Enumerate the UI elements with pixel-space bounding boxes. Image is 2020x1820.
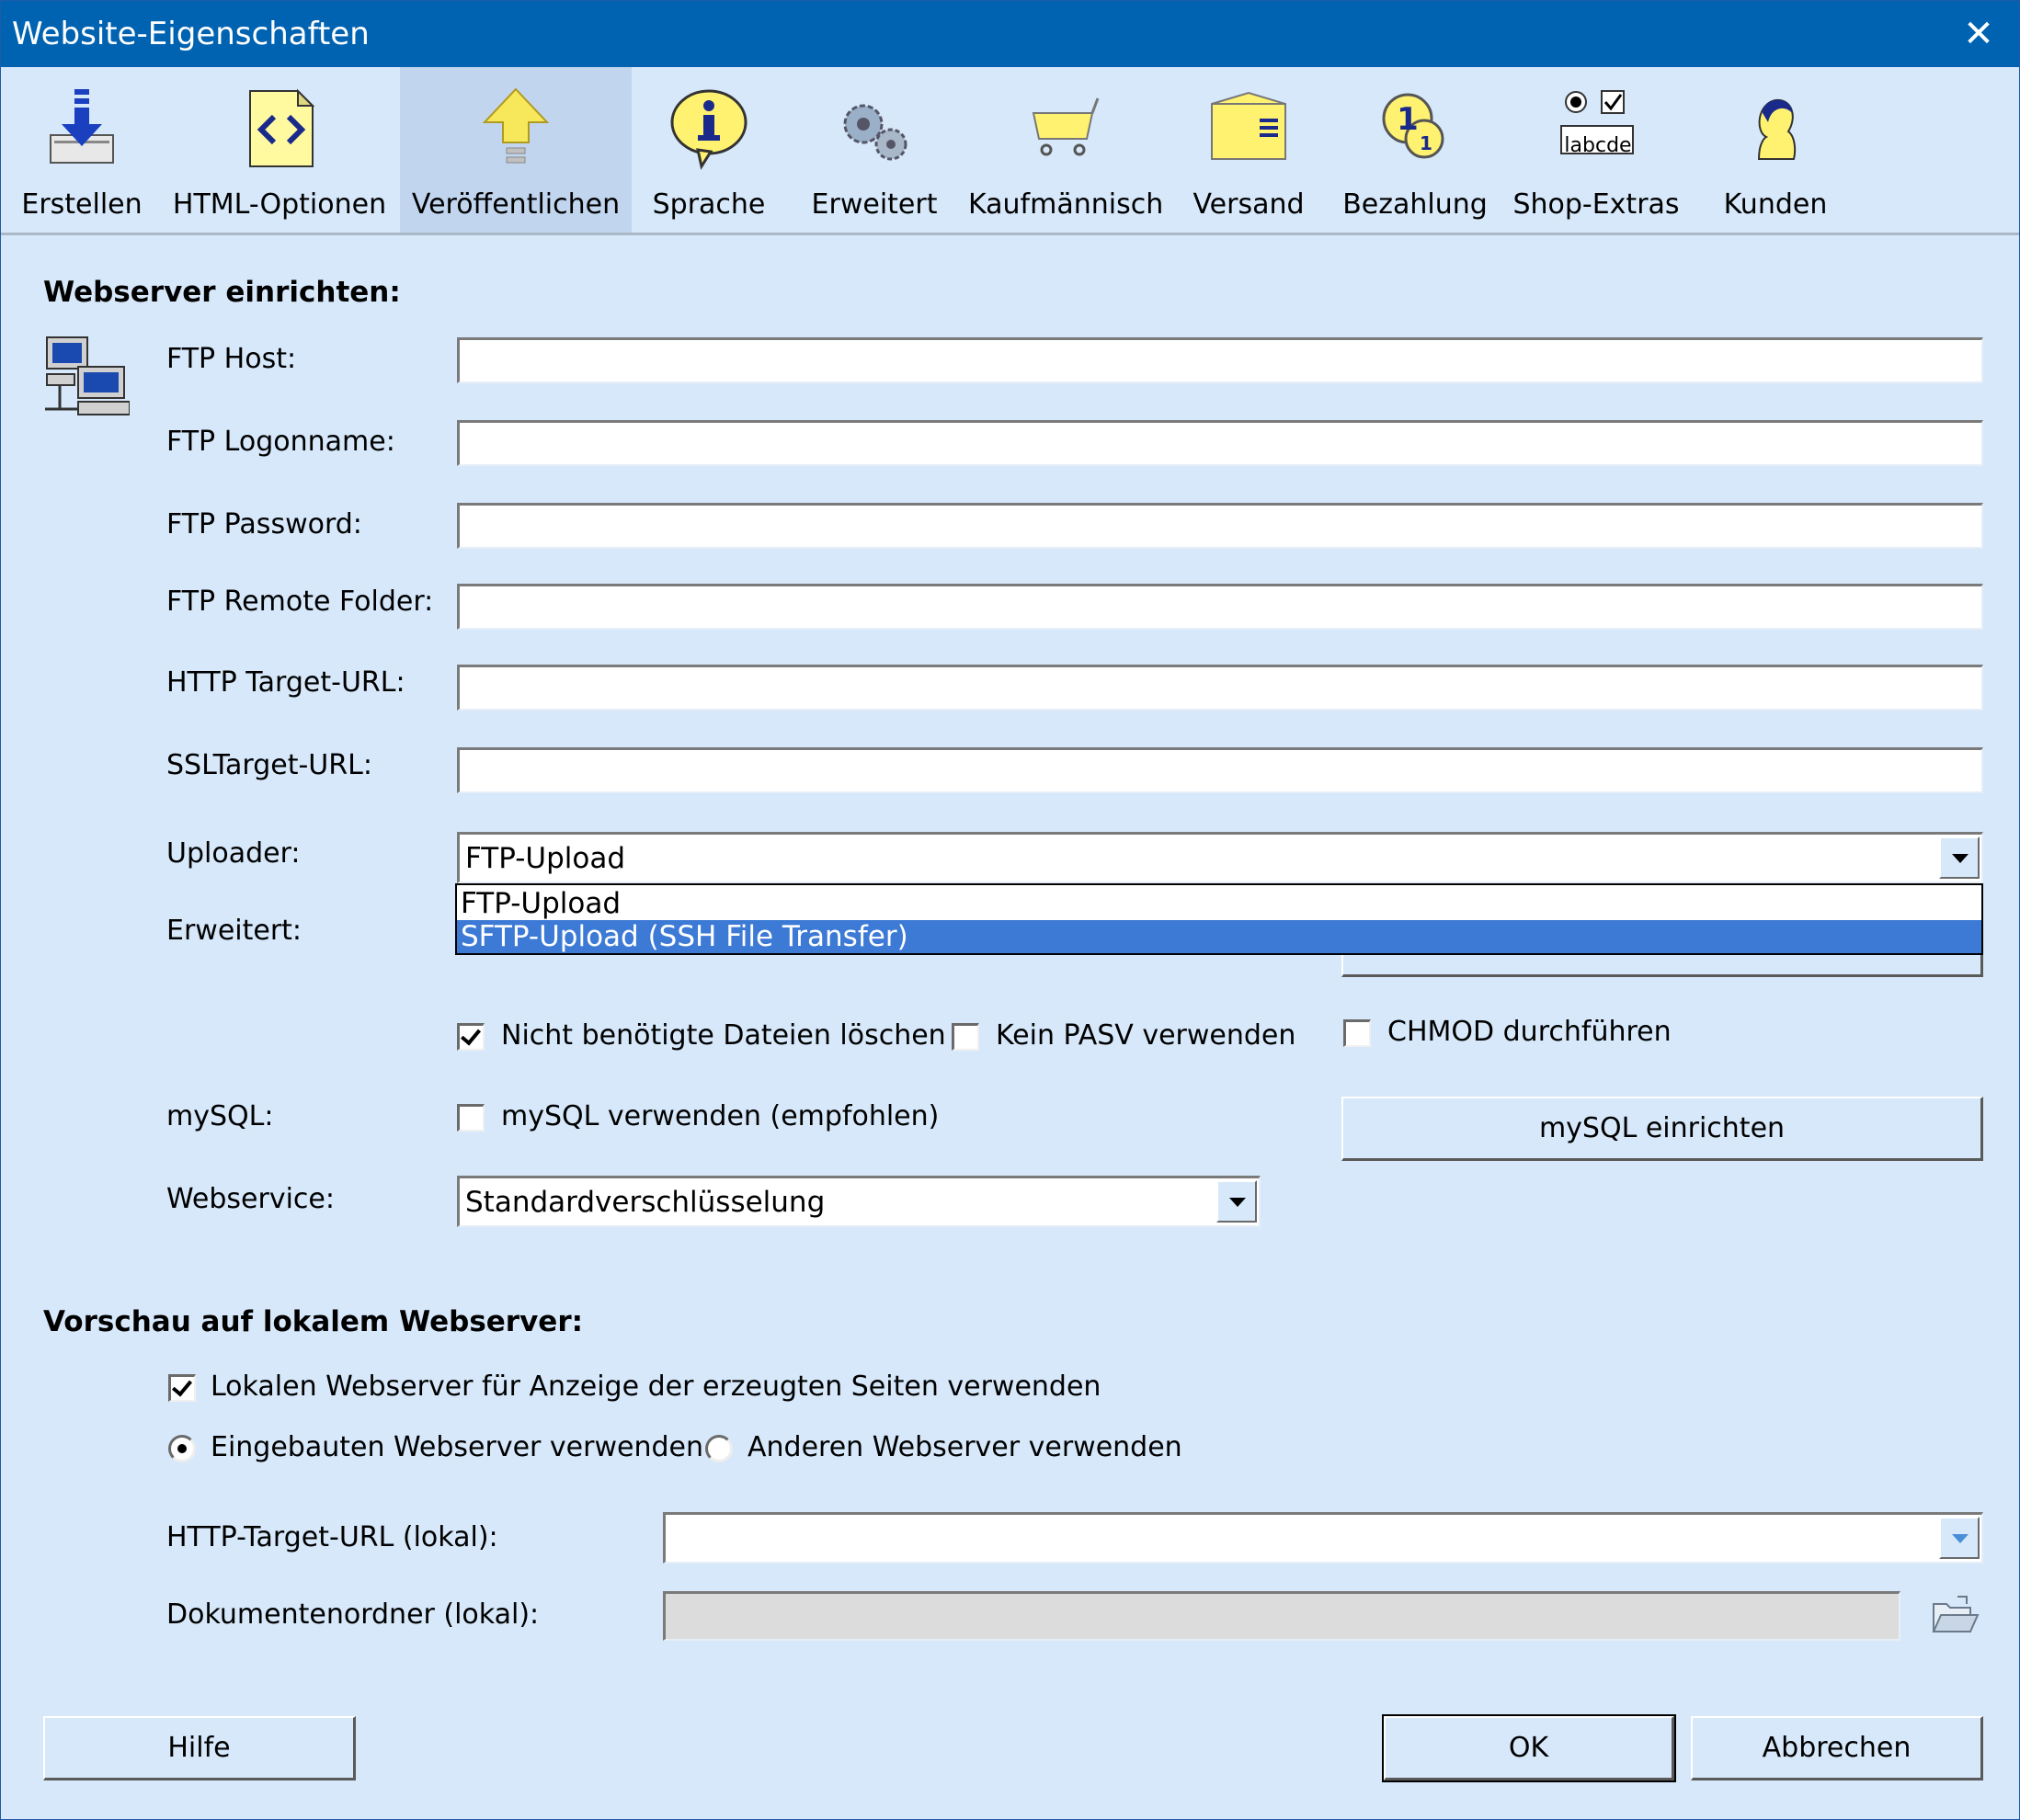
ftp-host-input[interactable] [457,337,1983,383]
ftp-remote-folder-label: FTP Remote Folder: [166,586,434,618]
download-arrow-icon [38,85,126,174]
mysql-label: mySQL: [166,1100,274,1132]
category-toolbar [1,67,2020,235]
tab-label: Veröffentlichen [411,188,621,221]
chevron-down-icon[interactable] [1939,836,1980,879]
use-local-webserver-label: Lokalen Webserver für Anzeige der erzeugten Seiten verwenden [211,1371,1101,1403]
tab-label: HTML-Optionen [172,188,387,221]
help-button[interactable] [43,1716,356,1780]
ftp-remote-folder-input[interactable] [457,584,1983,630]
chmod-checkbox[interactable] [1343,1019,1371,1047]
close-icon[interactable]: ✕ [1963,13,1994,55]
coins-icon [1371,85,1459,174]
tab-erweitert[interactable] [801,67,948,233]
http-target-url-label: HTTP Target-URL: [166,666,405,699]
webservice-select[interactable] [457,1176,1261,1227]
shopping-cart-icon [1019,85,1107,174]
uploader-select[interactable] [457,832,1983,883]
ftp-password-label: FTP Password: [166,508,362,540]
tab-bezahlung[interactable] [1341,67,1489,233]
ok-button[interactable] [1384,1716,1674,1780]
upload-arrow-icon [472,85,560,174]
mysql-check-label: mySQL verwenden (empfohlen) [501,1100,940,1132]
ftp-password-input[interactable] [457,503,1983,549]
tab-erstellen[interactable] [8,67,155,233]
http-target-url-input[interactable] [457,665,1983,711]
webservice-label: Webservice: [166,1183,335,1215]
document-folder-input [663,1591,1900,1641]
mysql-setup-label: mySQL einrichten [1538,1111,1786,1144]
use-local-webserver-checkbox[interactable] [168,1374,196,1402]
cancel-button[interactable] [1691,1716,1983,1780]
chevron-down-icon[interactable] [1939,1517,1980,1559]
delete-unused-checkbox[interactable] [457,1023,485,1051]
ok-label: OK [1508,1731,1549,1764]
tab-veroeffentlichen[interactable] [400,67,632,233]
no-pasv-label: Kein PASV verwenden [996,1019,1296,1052]
ssl-target-url-input[interactable] [457,747,1983,793]
window-title: Website-Eigenschaften [12,16,370,52]
html-code-icon [235,85,324,174]
tab-label: Kunden [1723,188,1828,221]
svg-text:1: 1 [1420,132,1432,154]
ftp-logonname-input[interactable] [457,420,1983,466]
document-folder-label: Dokumentenordner (lokal): [166,1598,540,1631]
other-webserver-radio[interactable] [705,1435,733,1462]
tab-label: Erweitert [811,188,938,221]
folder-open-icon[interactable] [1930,1593,1980,1639]
other-webserver-label: Anderen Webserver verwenden [748,1431,1182,1463]
mysql-setup-button[interactable] [1341,1097,1983,1161]
cancel-label: Abbrechen [1762,1731,1912,1764]
http-target-url-local-label: HTTP-Target-URL (lokal): [166,1521,498,1553]
no-pasv-checkbox[interactable] [952,1023,979,1051]
ssl-target-url-label: SSLTarget-URL: [166,749,372,781]
tab-label: Versand [1193,188,1305,221]
uploader-option-ftp[interactable]: FTP-Upload [461,887,622,920]
tab-label: Kaufmännisch [968,188,1164,221]
tab-kunden[interactable] [1704,67,1847,233]
package-icon [1204,85,1293,174]
tab-label: Bezahlung [1342,188,1488,221]
tab-label: Sprache [652,188,766,221]
chmod-label: CHMOD durchführen [1387,1016,1672,1048]
title-bar [1,1,2020,67]
erweitert-label: Erweitert: [166,915,302,947]
tab-label: Erstellen [21,188,143,221]
gears-icon [830,85,919,174]
webserver-heading: Webserver einrichten: [43,276,401,309]
uploader-option-sftp[interactable]: SFTP-Upload (SSH File Transfer) [457,920,1981,953]
chevron-down-icon[interactable] [1216,1180,1257,1223]
uploader-label: Uploader: [166,837,301,870]
ftp-host-label: FTP Host: [166,343,297,375]
icon-text: labcde [1564,134,1632,157]
tab-html-optionen[interactable] [170,67,389,233]
http-target-url-local-select[interactable] [663,1512,1983,1564]
form-controls-icon [1552,85,1640,174]
delete-unused-label: Nicht benötigte Dateien löschen [501,1019,946,1052]
help-label: Hilfe [167,1731,231,1764]
tab-label: Shop-Extras [1512,188,1680,221]
tab-versand[interactable] [1180,67,1318,233]
mysql-checkbox[interactable] [457,1104,485,1132]
webservice-value: Standardverschlüsselung [465,1186,826,1219]
builtin-webserver-label: Eingebauten Webserver verwenden [211,1431,703,1463]
tab-kaufmaennisch[interactable] [968,67,1164,233]
uploader-value: FTP-Upload [465,842,626,875]
svg-text:1: 1 [1397,101,1419,138]
preview-heading: Vorschau auf lokalem Webserver: [43,1305,584,1338]
builtin-webserver-radio[interactable] [168,1435,196,1462]
tab-sprache[interactable] [645,67,773,233]
network-computers-icon [41,334,130,422]
tab-shop-extras[interactable] [1509,67,1683,233]
ftp-logonname-label: FTP Logonname: [166,426,395,458]
info-speech-icon [665,85,753,174]
customer-head-icon [1731,85,1820,174]
uploader-dropdown-list [455,883,1983,955]
